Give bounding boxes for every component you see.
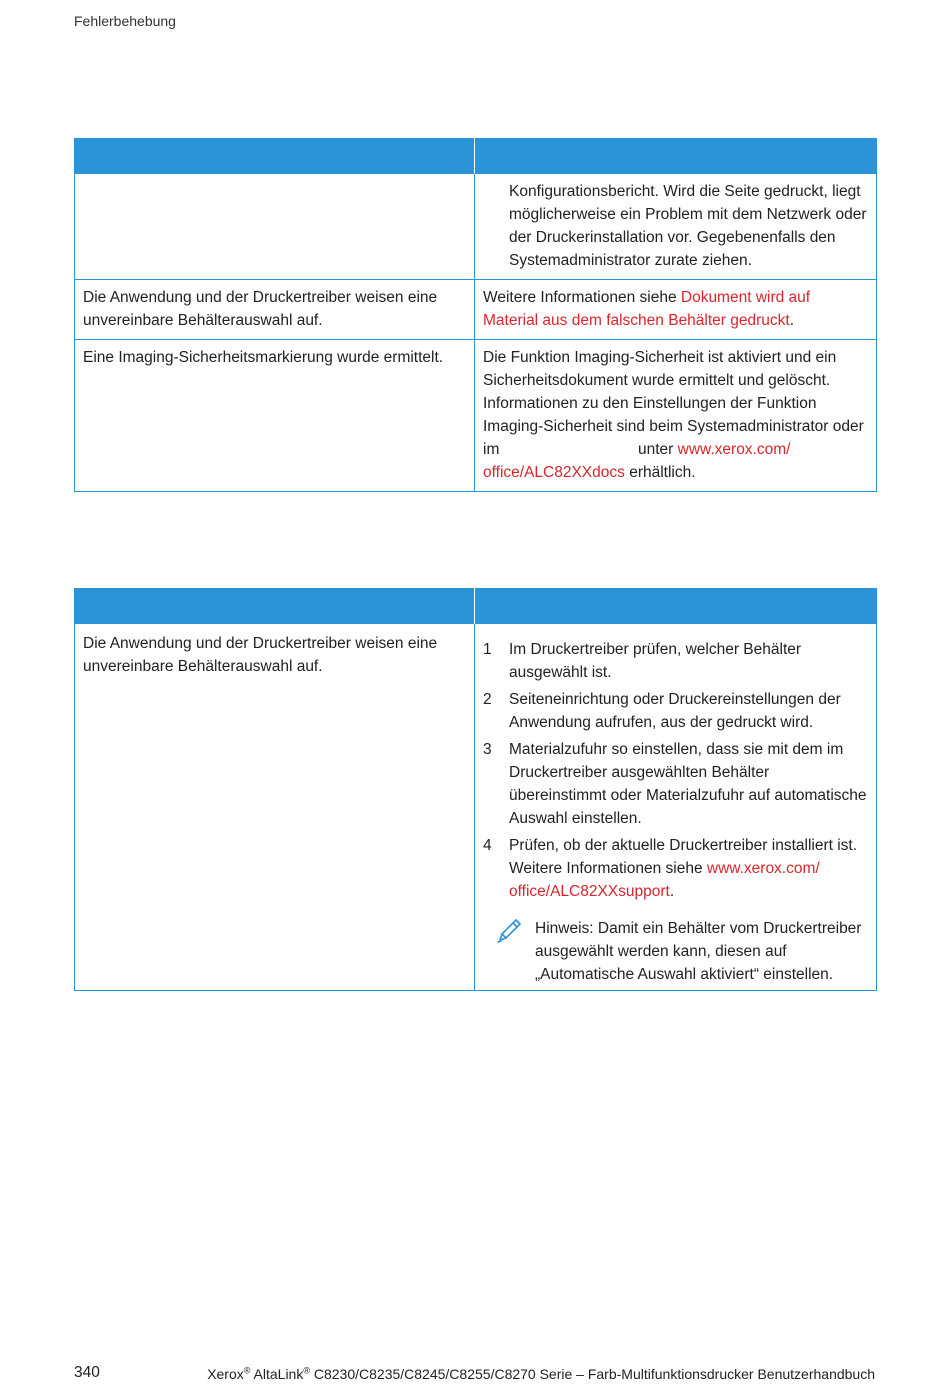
cause-cell: Eine Imaging-Sicherheitsmarkierung wurde ermittelt.: [75, 340, 475, 492]
note: [509, 917, 868, 986]
step-number: 1: [483, 641, 492, 658]
solution-text-end: .: [789, 312, 795, 329]
solution-text-mid: unter: [633, 441, 678, 458]
table-row: [75, 340, 877, 492]
steps-list: [483, 638, 868, 903]
step-text: Seiteneinrichtung oder Druckereinstellungen der Anwendung aufrufen, aus der gedruckt wird.: [509, 691, 841, 731]
pencil-icon: [495, 915, 525, 945]
solution-text: Konfigurationsbericht. Wird die Seite gedruckt, liegt möglicherweise ein Problem mit dem Netzwerk oder der Druckerinstallation vor. Gegebenenfalls den Systemadministrator zurate ziehen.: [509, 183, 867, 269]
step-number: 2: [483, 691, 492, 708]
running-head: Fehlerbehebung: [74, 13, 176, 29]
table-header-row: [75, 588, 877, 624]
solution-cell: [475, 174, 877, 280]
step-text-end: .: [669, 883, 675, 900]
step-number: 4: [483, 837, 492, 854]
cause-cell: Die Anwendung und der Druckertreiber weisen eine unvereinbare Behälterauswahl auf.: [75, 624, 475, 991]
docs-link[interactable]: www.xerox.com/ office/ALC82XXdocs: [483, 441, 791, 481]
solution-cell: [475, 280, 877, 340]
table-header-cell: [75, 588, 475, 624]
solution-text: Weitere Informationen siehe: [483, 289, 681, 306]
list-item: [483, 738, 868, 830]
cause-cell: [75, 174, 475, 280]
table-header-cell: [75, 138, 475, 174]
product-name: AltaLink: [253, 1366, 304, 1382]
table-header-row: [75, 138, 877, 174]
registered-mark: ®: [243, 1365, 251, 1376]
page-number: 340: [74, 1364, 100, 1381]
note-text: Hinweis: Damit ein Behälter vom Druckertreiber ausgewählt werden kann, diesen auf „Automatische Auswahl aktiviert“ einstellen.: [535, 920, 862, 983]
step-text: Materialzufuhr so einstellen, dass sie mit dem im Druckertreiber ausgewählten Behälter übereinstimmt oder Materialzufuhr auf automatische Auswahl einstellen.: [509, 741, 867, 827]
step-text: Im Druckertreiber prüfen, welcher Behälter ausgewählt ist.: [509, 641, 802, 681]
table-row: [75, 280, 877, 340]
troubleshooting-table-1: [74, 138, 877, 492]
cause-cell: Die Anwendung und der Druckertreiber weisen eine unvereinbare Behälterauswahl auf.: [75, 280, 475, 340]
step-text: Prüfen, ob der aktuelle Druckertreiber installiert ist. Weitere Informationen siehe: [509, 837, 858, 877]
table-header-cell: [475, 588, 877, 624]
table-row: [75, 174, 877, 280]
solution-cell: [475, 340, 877, 492]
cross-reference-link[interactable]: Dokument wird auf Material aus dem falschen Behälter gedruckt: [483, 289, 811, 329]
table-row: [75, 624, 877, 991]
list-item: [483, 638, 868, 684]
solution-text: Die Funktion Imaging-Sicherheit ist aktiviert und ein Sicherheitsdokument wurde ermittelt und gelöscht. Informationen zu den Einstellungen der Funktion Imaging-Sicherheit sind beim Systemadministrator oder im: [483, 349, 864, 458]
title-rest: C8230/C8235/C8245/C8255/C8270 Serie – Farb-Multifunktionsdrucker Benutzerhandbuch: [309, 1366, 875, 1382]
support-link[interactable]: www.xerox.com/ office/ALC82XXsupport: [509, 860, 820, 900]
troubleshooting-table-2: [74, 588, 877, 991]
document-title: [207, 1366, 875, 1382]
list-item: [483, 834, 868, 903]
solution-text-end: erhältlich.: [624, 464, 696, 481]
step-number: 3: [483, 741, 492, 758]
table-header-cell: [475, 138, 877, 174]
solution-cell: [475, 624, 877, 991]
brand-name: Xerox: [207, 1366, 244, 1382]
list-item: [483, 688, 868, 734]
registered-mark: ®: [303, 1365, 310, 1376]
